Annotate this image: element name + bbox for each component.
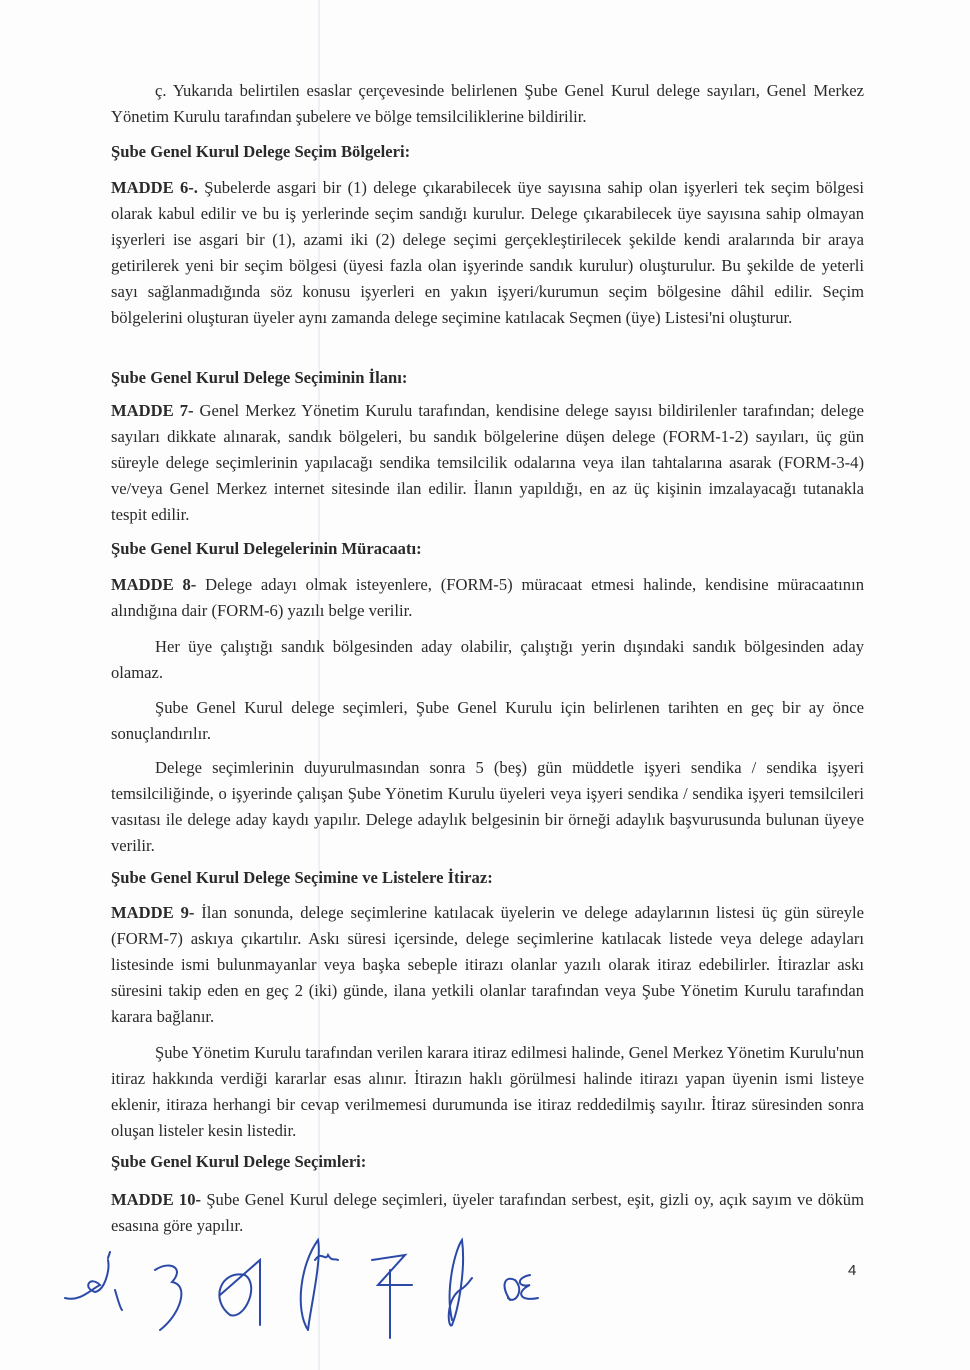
signature-icon xyxy=(372,1255,412,1338)
paragraph-aday-kaydi xyxy=(111,755,864,859)
article-text: Şubelerde asgari bir (1) delege çıkarabilecek üye sayısına sahip olan işyerleri tek seçim bölgesi olarak kabul edilir ve bu iş yerlerinde seçim sandığı kurulur. Delege çıkarabilecek üye sayısına sahip olmayan işyerleri ise asgari bir (1), azami iki (2) delege seçimi gerçekleştirilecek şekilde kendi aralarında bir araya getirilerek yeni bir seçim bölgesi (üyesi fazla olan işyerinde sandık kurulur) oluşturulur. Bu şekilde de yeterli sayı sağlanmadığında söz konusu işyerleri en yakın işyeri/kurumun seçim bölgesine dâhil edilir. Seçim bölgelerini oluşturan üyeler aynı zamanda delege seçimine katılacak Seçmen (üye) Listesi'ni oluşturur. xyxy=(111,178,864,327)
paragraph-text: Şube Yönetim Kurulu tarafından verilen karara itiraz edilmesi halinde, Genel Merkez Yönetim Kurulu'nun itiraz hakkında verdiği kararlar esas alınır. İtirazın haklı görülmesi halinde itirazı yapan üyenin ismi listeye eklenir, itiraza herhangi bir cevap verilmemesi durumunda ise itiraz reddedilmiş sayılır. İtiraz süresinden sonra oluşan listeler kesin listedir. xyxy=(111,1043,864,1140)
page-number: 4 xyxy=(848,1262,857,1279)
paragraph-text: Şube Genel Kurul delege seçimleri, Şube Genel Kurulu için belirlenen tarihten en geç bir ay önce sonuçlandırılır. xyxy=(111,698,864,743)
article-label: MADDE 10- xyxy=(111,1190,202,1209)
article-label: MADDE 8- xyxy=(111,575,197,594)
article-text: Genel Merkez Yönetim Kurulu tarafından, kendisine delege sayısı bildirilenler tarafından; delege sayıları dikkate alınarak, sandık bölgeleri, bu sandık bölgelerine düşen delege (FORM-1-2) sayıları, üç gün süreyle delege seçimlerinin yapılacağı sendika temsilcilik odalarına veya ilan tahtalarına asarak (FORM-3-4) ve/veya Genel Merkez internet sitesinde ilan edilir. İlanın yapıldığı, en az üç kişinin imzalayacağı tutanakla tespit edilir. xyxy=(111,401,864,524)
heading-delege-secimleri xyxy=(111,1150,864,1174)
article-label: MADDE 6-. xyxy=(111,178,198,197)
signatures-row xyxy=(60,1230,820,1360)
signature-icon xyxy=(449,1240,472,1326)
paragraph-aday xyxy=(111,634,864,686)
signature-icon xyxy=(65,1252,122,1310)
article-label: MADDE 9- xyxy=(111,903,195,922)
paragraph-itiraz-karari xyxy=(111,1040,864,1144)
paragraph-text: ç. Yukarıda belirtilen esaslar çerçevesinde belirlenen Şube Genel Kurul delege sayıları, Genel Merkez Yönetim Kurulu tarafından şubelere ve bölge temsilciliklerine bildirilir. xyxy=(111,81,864,126)
section-heading: Şube Genel Kurul Delege Seçimleri: xyxy=(111,1152,367,1171)
heading-muracaat xyxy=(111,537,864,561)
paragraph-text: Her üye çalıştığı sandık bölgesinden aday olabilir, çalıştığı yerin dışındaki sandık bölgesinden aday olamaz. xyxy=(111,637,864,682)
section-heading: Şube Genel Kurul Delegelerinin Müracaatı: xyxy=(111,539,422,558)
heading-secim-bolgeleri xyxy=(111,140,864,164)
madde-7 xyxy=(111,398,864,528)
section-heading: Şube Genel Kurul Delege Seçim Bölgeleri: xyxy=(111,142,411,161)
madde-8 xyxy=(111,572,864,624)
article-text: İlan sonunda, delege seçimlerine katılacak üyelerin ve delege adaylarının listesi üç gün süreyle (FORM-7) askıya çıkartılır. Askı süresi içersinde, delege seçimlerine katılacak listede veya delege adayları listesinde ismi bulunmayanlar veya başka sebeple itirazı olanlar yazılı olarak itiraz edebilirler. İtirazlar askı süresini takip eden en geç 2 (iki) günde, ilana yetkili olanlar tarafından veya Şube Yönetim Kurulu tarafından karara bağlanır. xyxy=(111,903,864,1026)
madde-9 xyxy=(111,900,864,1030)
section-heading: Şube Genel Kurul Delege Seçiminin İlanı: xyxy=(111,368,408,387)
paragraph-sonuclandirilir xyxy=(111,695,864,747)
article-label: MADDE 7- xyxy=(111,401,194,420)
madde-6 xyxy=(111,175,864,331)
paragraph-c xyxy=(111,78,864,130)
heading-itiraz xyxy=(111,866,864,890)
section-heading: Şube Genel Kurul Delege Seçimine ve Listelere İtiraz: xyxy=(111,868,493,887)
signature-icon xyxy=(301,1240,338,1330)
heading-secimin-ilani xyxy=(111,366,864,390)
signature-icon xyxy=(505,1275,538,1300)
signature-icon xyxy=(155,1266,181,1330)
paragraph-text: Delege seçimlerinin duyurulmasından sonra 5 (beş) gün müddetle işyeri sendika / sendika işyeri temsilciliğinde, o işyerinde çalışan Şube Yönetim Kurulu üyeleri veya işyeri sendika / sendika işyeri temsilcileri vasıtası ile delege aday kaydı yapılır. Delege adaylık belgesinin bir örneği adaylık başvurusunda bulunan üyeye verilir. xyxy=(111,758,864,855)
article-text: Delege adayı olmak isteyenlere, (FORM-5) müracaat etmesi halinde, kendisine müracaatının alındığına dair (FORM-6) yazılı belge verilir. xyxy=(111,575,864,620)
article-text: Şube Genel Kurul delege seçimleri, üyeler tarafından serbest, eşit, gizli oy, açık sayım ve döküm esasına göre yapılır. xyxy=(111,1190,864,1235)
signature-icon xyxy=(219,1260,260,1325)
